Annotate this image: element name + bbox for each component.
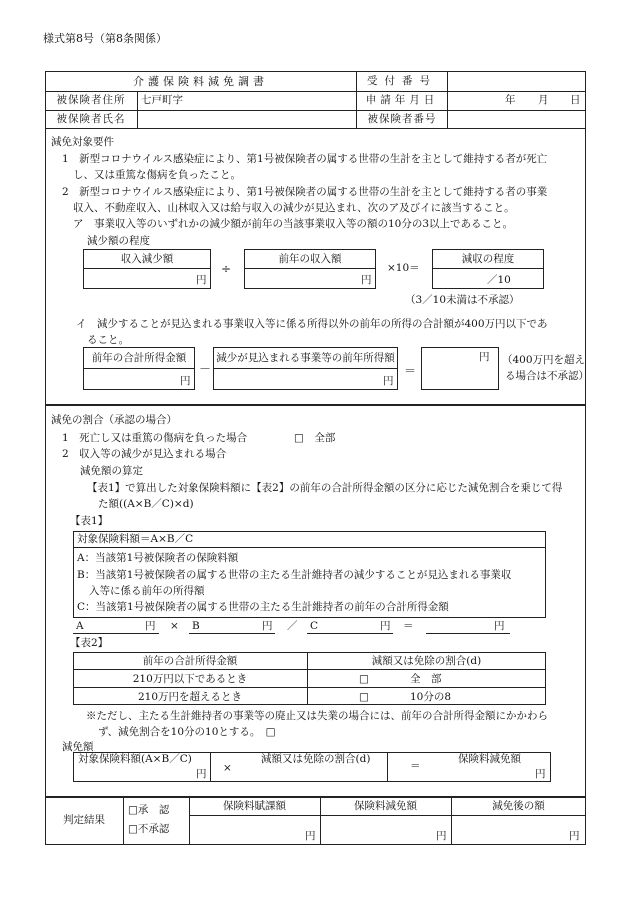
- abc-b-field[interactable]: [189, 633, 275, 634]
- table2-col1-header: 前年の合計所得金額: [142, 655, 238, 667]
- calc-label: 減免額の算定: [80, 465, 143, 477]
- abc-b-yen: 円: [262, 620, 273, 632]
- prev-income-label: 前年の収入額: [278, 253, 342, 265]
- abc-b-label: B: [192, 620, 200, 632]
- table2-row2-checkbox[interactable]: □: [359, 691, 369, 703]
- requirement-i-line2: ること。: [87, 334, 129, 346]
- assessed-premium-label: 保険料賦課額: [223, 800, 286, 812]
- form-title: 介護保険料減免調書: [133, 75, 268, 88]
- abc-a-yen: 円: [145, 620, 156, 632]
- table2-row2-ratio: 10分の8: [410, 691, 452, 703]
- requirement-a: ア 事業収入等のいずれかの減少額が前年の当該事業収入等の額の10分の3以上であること。: [73, 218, 514, 230]
- table2-label: 【表2】: [70, 637, 109, 649]
- definition-b-line1: B：当該第1号被保険者の属する世帯の主たる生計維持者の減少することが見込まれる事業収: [77, 569, 512, 581]
- ratio-item-2: 2 収入等の減少が見込まれる場合: [62, 448, 227, 460]
- prev-total-income-label: 前年の合計所得金額: [91, 352, 187, 364]
- after-reduction-label: 減免後の額: [492, 800, 545, 812]
- minus-symbol: －: [199, 362, 212, 376]
- receipt-no-label: 受付番号: [367, 75, 437, 87]
- reduction-amount-label: 保険料減免額: [354, 800, 417, 812]
- prev-total-income-yen: 円: [180, 375, 191, 387]
- date-month-label: 月: [538, 94, 549, 106]
- reduction-degree-label: 減少額の程度: [87, 235, 150, 247]
- requirement-1-line1: 1 新型コロナウイルス感染症により、第1号被保険者の属する世帯の生計を主として維持する者が死亡: [62, 153, 548, 165]
- prev-income-yen: 円: [361, 274, 372, 286]
- insured-address-value[interactable]: 七戸町字: [141, 94, 183, 106]
- assessed-premium-yen: 円: [305, 830, 316, 842]
- target-premium-yen: 円: [196, 768, 207, 780]
- form-number: 様式第8号（第8条関係）: [43, 32, 167, 45]
- abc-result-yen: 円: [494, 620, 505, 632]
- table2-row1-ratio: 全 部: [410, 673, 442, 685]
- amount-eq: ＝: [410, 760, 421, 772]
- premium-reduction-yen: 円: [535, 768, 546, 780]
- income-decrease-yen: 円: [196, 274, 207, 286]
- income-decrease-label: 収入減少額: [120, 253, 174, 265]
- over-400-note-line1: （400万円を超え: [502, 354, 586, 366]
- judgement-label: 判定結果: [63, 814, 105, 826]
- requirement-1-line2: し、又は重篤な傷病を負ったこと。: [73, 169, 241, 181]
- abc-a-field[interactable]: [73, 633, 159, 634]
- ratio-item-1: 1 死亡し又は重篤の傷病を負った場合: [62, 432, 248, 444]
- application-date-label: 申請年月日: [365, 94, 439, 106]
- times-10-symbol: ×10＝: [387, 262, 420, 274]
- insured-no-label: 被保険者番号: [367, 113, 437, 125]
- reduction-amount-yen: 円: [436, 830, 447, 842]
- date-day-label: 日: [570, 94, 581, 106]
- after-reduction-yen: 円: [569, 830, 580, 842]
- judgement-approve-checkbox[interactable]: □承 認: [128, 804, 170, 816]
- table2-row1-checkbox[interactable]: □: [359, 673, 369, 685]
- result-income-yen: 円: [479, 351, 490, 363]
- insured-name-label: 被保険者氏名: [56, 113, 126, 125]
- ratio-item-1-checkbox[interactable]: □ 全部: [294, 432, 336, 444]
- amount-times: ×: [223, 762, 232, 774]
- calc-line2: た額((A×B／C)×d): [98, 498, 194, 510]
- table2-row1-income: 210万円以下であるとき: [132, 673, 248, 685]
- date-year-label: 年: [505, 94, 516, 106]
- per-10-label: ／10: [487, 274, 511, 286]
- amount-heading: 減免額: [62, 741, 94, 753]
- requirement-i-line1: イ 減少することが見込まれる事業収入等に係る所得以外の前年の所得の合計額が400万円以下であ: [76, 318, 548, 330]
- expected-decrease-income-label: 減少が見込まれる事業等の前年所得額: [216, 352, 395, 364]
- equals-symbol: ＝: [404, 364, 417, 378]
- requirement-2-line2: 収入、不動産収入、山林収入又は給与収入の減少が見込まれ、次のア及びイに該当すること。: [73, 202, 515, 214]
- definition-b-line2: 入等に係る前年の所得額: [89, 585, 205, 597]
- table1-formula: 対象保険料額＝A×B／C: [77, 533, 194, 545]
- insured-address-label: 被保険者住所: [56, 94, 126, 106]
- abc-a-label: A: [76, 620, 84, 632]
- definition-c: C：当該第1号被保険者の属する世帯の主たる生計維持者の前年の合計所得金額: [77, 601, 449, 613]
- insured-name-value[interactable]: [141, 113, 351, 127]
- abc-result-field[interactable]: [426, 633, 510, 634]
- reduction-ratio-label: 減額又は免除の割合(d): [261, 753, 371, 765]
- table1-label: 【表1】: [70, 515, 109, 527]
- calc-line1: 【表1】で算出した対象保険料額に【表2】の前年の合計所得金額の区分に応じた減免割合を乗じて得: [87, 482, 563, 494]
- note-line1: ※ただし、主たる生計維持者の事業等の廃止又は失業の場合には、前年の合計所得金額にかかわら: [86, 710, 548, 722]
- receipt-no-value[interactable]: [450, 75, 584, 89]
- abc-c-label: C: [310, 620, 319, 632]
- definition-a: A：当該第1号被保険者の保険料額: [77, 552, 239, 564]
- under-3-note: （3／10未満は不承認）: [405, 294, 520, 306]
- over-400-note-line2: る場合は不承認）: [505, 370, 589, 382]
- insured-no-value[interactable]: [450, 113, 584, 127]
- abc-slash: ／: [287, 620, 298, 632]
- expected-decrease-income-yen: 円: [383, 375, 394, 387]
- table2-col2-header: 減額又は免除の割合(d): [371, 655, 482, 667]
- abc-times: ×: [170, 620, 179, 632]
- requirements-heading: 減免対象要件: [51, 136, 114, 148]
- premium-reduction-label: 保険料減免額: [458, 753, 521, 765]
- target-premium-label: 対象保険料額(A×B／C): [78, 753, 192, 765]
- requirement-2-line1: 2 新型コロナウイルス感染症により、第1号被保険者の属する世帯の生計を主として維持する者の事業: [62, 186, 548, 198]
- abc-c-field[interactable]: [307, 633, 393, 634]
- reduction-degree-box-label: 減収の程度: [461, 253, 515, 265]
- ratio-heading: 減免の割合（承認の場合）: [51, 414, 177, 426]
- table2-row2-income: 210万円を超えるとき: [137, 691, 243, 703]
- abc-c-yen: 円: [380, 620, 391, 632]
- abc-eq: ＝: [403, 620, 414, 632]
- divide-symbol: ÷: [221, 262, 232, 276]
- judgement-disapprove-checkbox[interactable]: □不承認: [128, 823, 170, 835]
- note-line2: ず、減免割合を10分の10とする。 □: [98, 726, 276, 738]
